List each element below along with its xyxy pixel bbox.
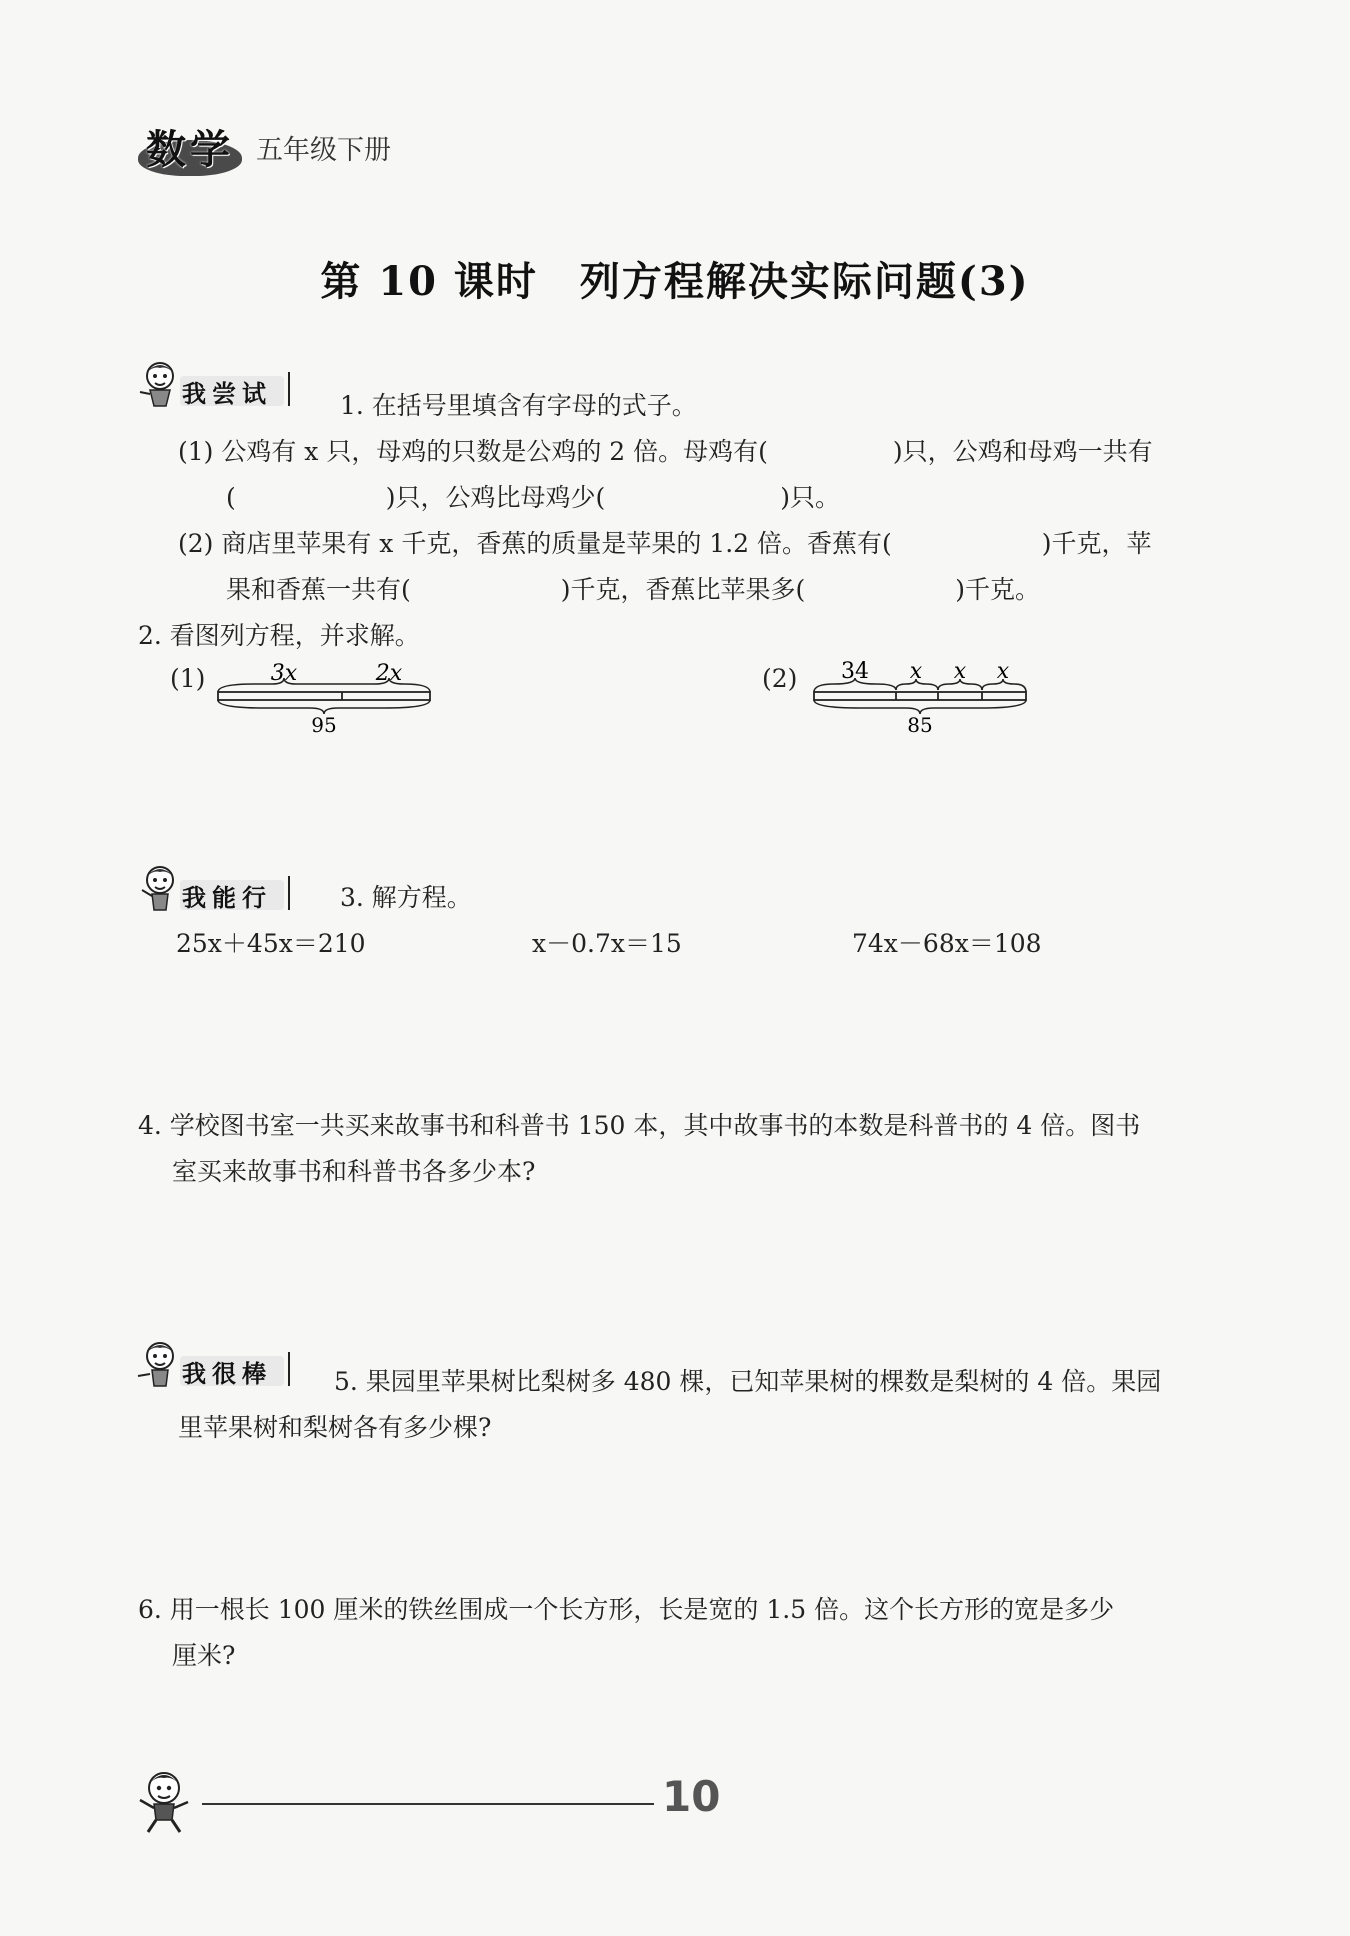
section-label-can: 我能行 [182, 884, 272, 912]
mascot-girl-icon [136, 356, 184, 412]
diagram-1-seg1-label: 3x [270, 661, 298, 686]
q3-equation-1: 25x＋45x＝210 [176, 929, 366, 958]
q3-equation-3: 74x－68x＝108 [852, 929, 1042, 958]
diagram-1-seg2-label: 2x [375, 661, 403, 686]
section-label-great: 我很棒 [182, 1360, 272, 1388]
section-label-try: 我尝试 [182, 380, 272, 408]
q1-part1-line2: ( )只，公鸡比母鸡少( )只。 [226, 483, 841, 512]
q5-line2: 里苹果树和梨树各有多少棵? [178, 1413, 492, 1442]
q1-part2-line2: 果和香蕉一共有( )千克，香蕉比苹果多( )千克。 [226, 575, 1041, 604]
q4-line1: 4. 学校图书室一共买来故事书和科普书 150 本，其中故事书的本数是科普书的 4 倍。图书 [138, 1111, 1141, 1140]
q5-line1: 5. 果园里苹果树比梨树多 480 棵，已知苹果树的棵数是梨树的 4 倍。果园 [334, 1367, 1162, 1396]
diagram-2-seg2-label: x [909, 659, 923, 684]
diagram-2-seg1-label: 34 [841, 659, 869, 684]
footer-rule [202, 1803, 654, 1805]
subject-logo [138, 118, 242, 178]
diagram-2-seg4-label: x [996, 659, 1010, 684]
diagram-1-total-label: 95 [311, 713, 337, 737]
diagram-2-total-label: 85 [907, 713, 933, 737]
mascot-boy-icon [134, 1766, 200, 1836]
diagram-1-label: (1) [170, 664, 206, 693]
lesson-title: 第 10 课时 列方程解决实际问题(3) [320, 258, 1030, 305]
diagram-2-seg3-label: x [953, 659, 967, 684]
mascot-girl-icon [136, 1336, 184, 1392]
q4-line2: 室买来故事书和科普书各多少本? [172, 1157, 536, 1186]
section-badge-try [136, 356, 306, 412]
q3-stem: 3. 解方程。 [340, 883, 472, 912]
page-number: 10 [662, 1772, 721, 1821]
q1-stem: 1. 在括号里填含有字母的式子。 [340, 391, 697, 420]
q1-part1-line1: (1) 公鸡有 x 只，母鸡的只数是公鸡的 2 倍。母鸡有( )只，公鸡和母鸡一共有 [178, 437, 1153, 466]
line-segment-diagram-1 [214, 656, 434, 736]
q2-stem: 2. 看图列方程，并求解。 [138, 621, 420, 650]
q1-part2-line1: (2) 商店里苹果有 x 千克，香蕉的质量是苹果的 1.2 倍。香蕉有( )千克，苹 [178, 529, 1152, 558]
q3-equation-2: x－0.7x＝15 [532, 929, 682, 958]
subject-label: 数学 [146, 127, 234, 173]
q6-line1: 6. 用一根长 100 厘米的铁丝围成一个长方形，长是宽的 1.5 倍。这个长方形的宽是多少 [138, 1595, 1115, 1624]
diagram-2-label: (2) [762, 664, 798, 693]
mascot-girl-icon [136, 860, 184, 916]
section-badge-great [136, 1336, 306, 1392]
line-segment-diagram-2 [810, 656, 1030, 736]
grade-label: 五年级下册 [256, 135, 391, 166]
q6-line2: 厘米? [172, 1641, 236, 1670]
section-badge-can [136, 860, 306, 916]
